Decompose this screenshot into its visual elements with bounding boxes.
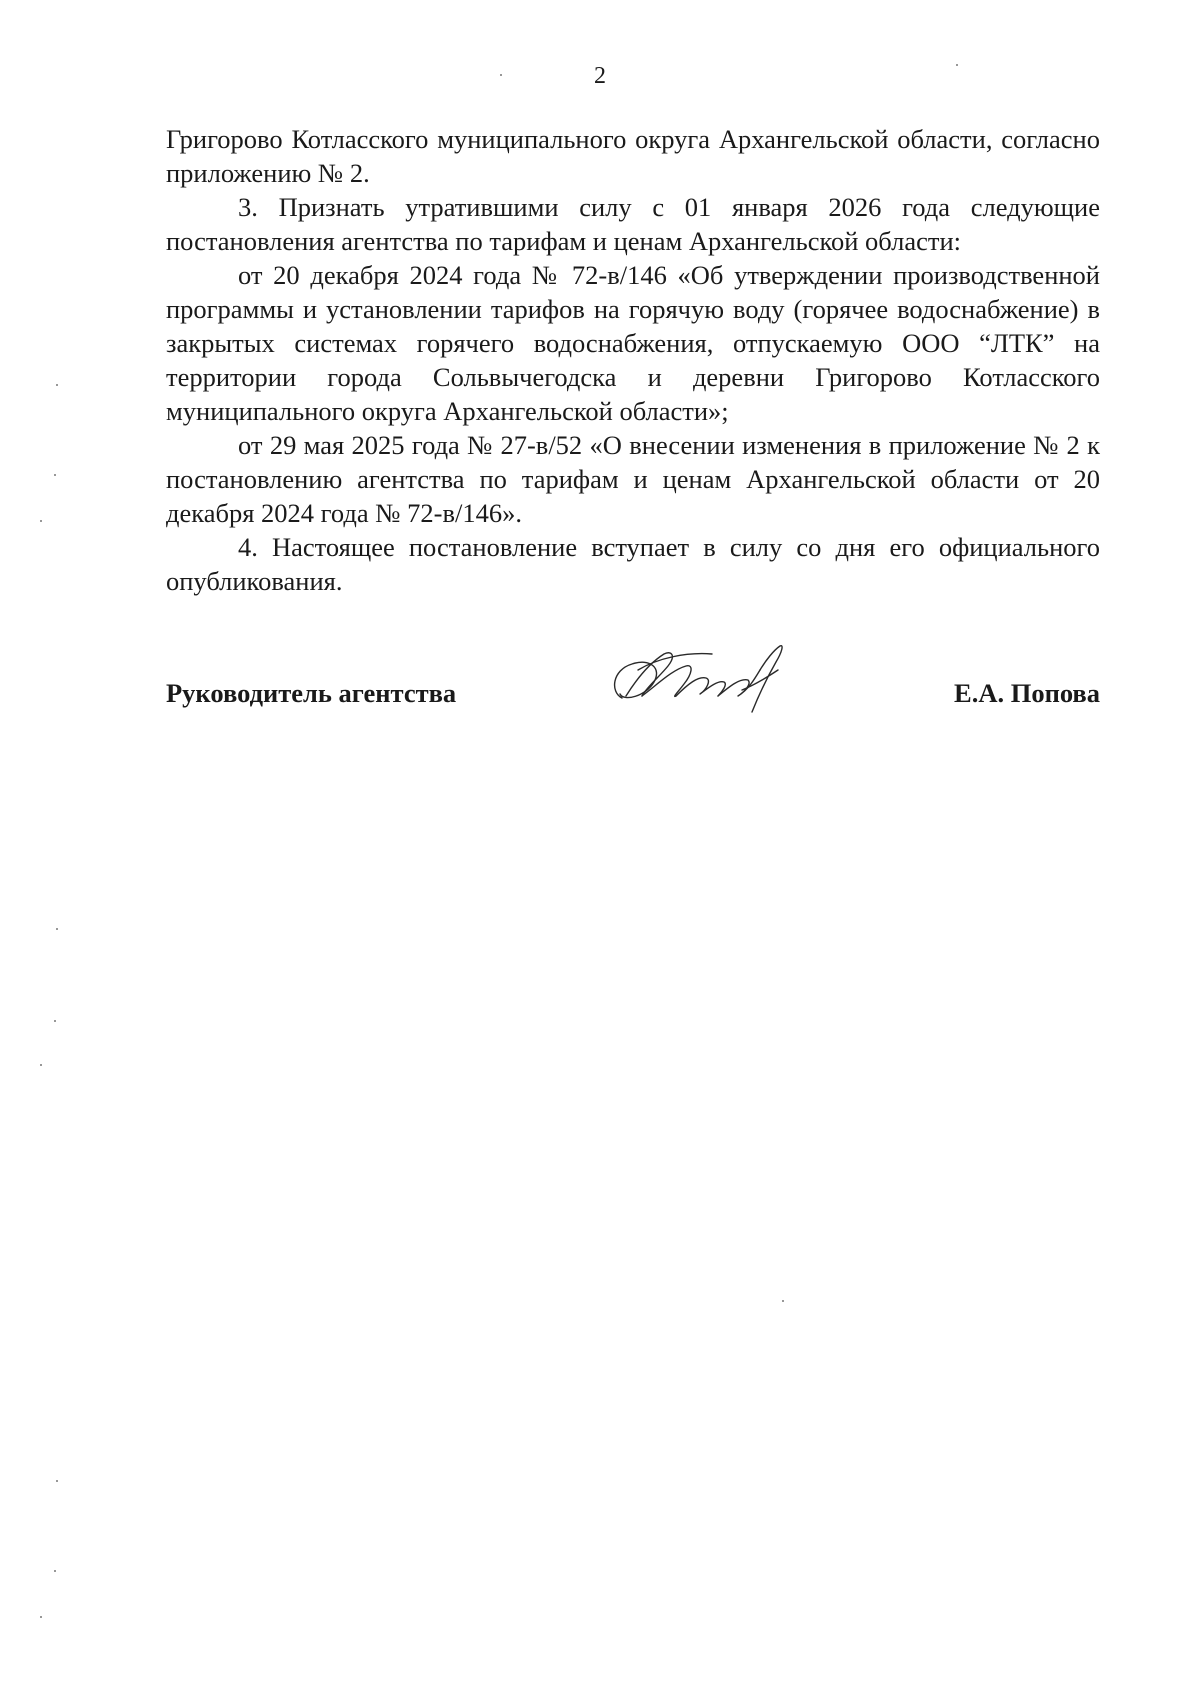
scan-speck bbox=[40, 520, 42, 522]
paragraph-repealed-resolution-1: от 20 декабря 2024 года № 72-в/146 «Об утверждении производственной программы и установлении тарифов на горячую воду (горячее водоснабжение) в закрытых системах горячего водоснабжения, отпускаемую ООО “ЛТК” на территории города Сольвычегодска и деревни Григорово Котласского муниципального округа Архангельской области»; bbox=[166, 260, 1100, 426]
scan-speck bbox=[956, 64, 958, 66]
paragraph-continuation: Григорово Котласского муниципального округа Архангельской области, согласно приложению № 2. bbox=[166, 124, 1100, 188]
scan-speck bbox=[40, 1064, 42, 1066]
scan-speck bbox=[56, 1480, 58, 1482]
signature-block bbox=[166, 640, 1100, 720]
document-body bbox=[166, 122, 1100, 598]
scan-speck bbox=[56, 928, 58, 930]
scan-speck bbox=[54, 1570, 56, 1572]
handwritten-signature bbox=[602, 640, 802, 720]
paragraph-repealed-resolution-2: от 29 мая 2025 года № 27-в/52 «О внесении изменения в приложение № 2 к постановлению агентства по тарифам и ценам Архангельской области от 20 декабря 2024 года № 72-в/146». bbox=[166, 430, 1100, 528]
signatory-name: Е.А. Попова bbox=[954, 678, 1100, 708]
scan-speck bbox=[782, 1300, 784, 1302]
paragraph-item-4: 4. Настоящее постановление вступает в силу со дня его официального опубликования. bbox=[166, 532, 1100, 596]
scan-speck bbox=[54, 474, 56, 476]
paragraph-item-3: 3. Признать утратившими силу с 01 января 2026 года следующие постановления агентства по тарифам и ценам Архангельской области: bbox=[166, 192, 1100, 256]
signatory-position: Руководитель агентства bbox=[166, 678, 457, 708]
scan-speck bbox=[40, 1616, 42, 1618]
scan-speck bbox=[54, 1020, 56, 1022]
scan-speck bbox=[500, 74, 502, 76]
page-number: 2 bbox=[594, 63, 606, 89]
scan-speck bbox=[56, 384, 58, 386]
